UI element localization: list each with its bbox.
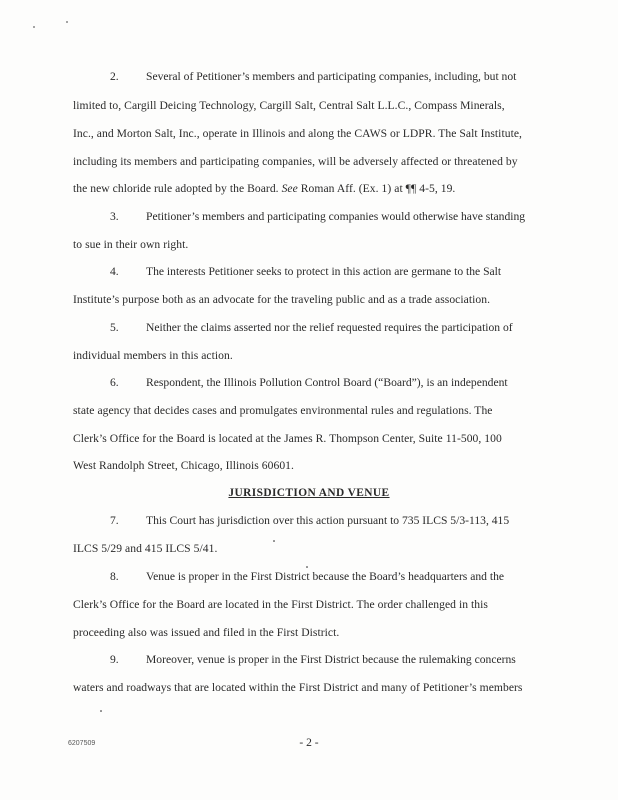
paragraph-line: Clerk’s Office for the Board is located at the James R. Thompson Center, Suite 11-500, 100 [73,432,502,445]
paragraph-line: waters and roadways that are located within the First District and many of Petitioner’s members [73,681,523,694]
scan-speck [273,540,275,542]
paragraph-first-line: Respondent, the Illinois Pollution Control Board (“Board”), is an independent [146,376,508,389]
scan-speck [66,21,68,23]
paragraph-number: 7. [110,514,119,527]
paragraph-line: Institute’s purpose both as an advocate for the traveling public and as a trade association. [73,293,491,306]
paragraph-line: ILCS 5/29 and 415 ILCS 5/41. [73,542,218,555]
paragraph-line: Inc., and Morton Salt, Inc., operate in Illinois and along the CAWS or LDPR. The Salt Institute, [73,127,522,140]
paragraph-line [73,182,455,196]
paragraph-number: 5. [110,321,119,334]
paragraph-first-line: Neither the claims asserted nor the relief requested requires the participation of [146,321,513,334]
paragraph-text: the new chloride rule adopted by the Board. [73,182,282,195]
citation-signal: See [281,182,298,195]
paragraph-line: to sue in their own right. [73,238,189,251]
paragraph-first-line: Several of Petitioner’s members and participating companies, including, but not [146,70,517,83]
scan-speck [306,566,308,568]
paragraph-line: Clerk’s Office for the Board are located in the First District. The order challenged in this [73,598,488,611]
paragraph-first-line: Petitioner’s members and participating companies would otherwise have standing [146,210,526,223]
paragraph-line: proceeding also was issued and filed in the First District. [73,626,340,639]
section-heading: JURISDICTION AND VENUE [228,487,390,499]
paragraph-line: state agency that decides cases and promulgates environmental rules and regulations. The [73,404,493,417]
paragraph-first-line: This Court has jurisdiction over this action pursuant to 735 ILCS 5/3-113, 415 [146,514,510,527]
paragraph-first-line: Moreover, venue is proper in the First District because the rulemaking concerns [146,653,516,666]
paragraph-number: 3. [110,210,119,223]
paragraph-text: Roman Aff. (Ex. 1) at ¶¶ 4-5, 19. [297,182,456,195]
paragraph-line: limited to, Cargill Deicing Technology, Cargill Salt, Central Salt L.L.C., Compass Minerals, [73,99,505,112]
paragraph-first-line: The interests Petitioner seeks to protect in this action are germane to the Salt [146,265,502,278]
paragraph-number: 6. [110,376,119,389]
paragraph-number: 8. [110,570,119,583]
page-number: - 2 - [299,737,319,749]
document-id: 6207509 [68,740,96,747]
scan-speck [100,710,102,712]
paragraph-line: individual members in this action. [73,349,233,362]
paragraph-number: 9. [110,653,119,666]
paragraph-number: 2. [110,70,119,83]
paragraph-first-line: Venue is proper in the First District because the Board’s headquarters and the [146,570,505,583]
scan-speck [33,26,35,28]
paragraph-line: including its members and participating companies, will be adversely affected or threatened by [73,155,518,168]
paragraph-line: West Randolph Street, Chicago, Illinois 60601. [73,459,294,472]
paragraph-number: 4. [110,265,119,278]
